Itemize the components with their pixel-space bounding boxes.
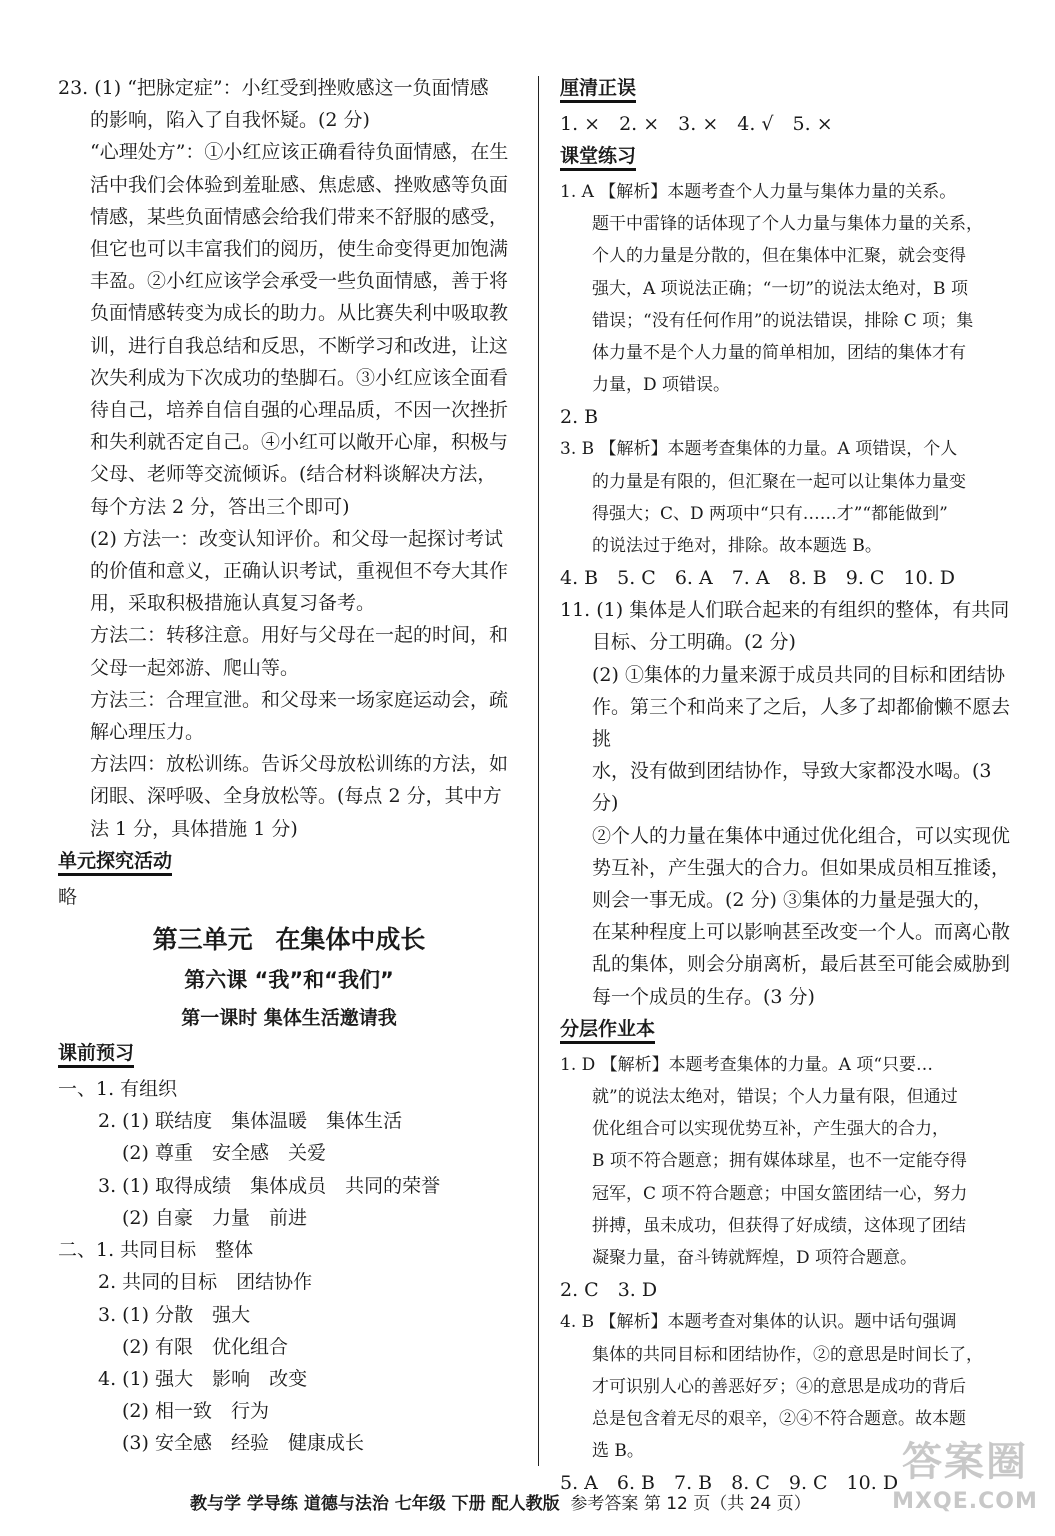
practice-heading: 课堂练习 <box>560 145 636 171</box>
homework-q2-3: 2. C 3. D <box>560 1279 658 1302</box>
q23-line: 情感，某些负面情感会给我们带来不舒服的感受， <box>90 205 509 228</box>
homework-q1-line: 1. D 【解析】本题考查集体的力量。A 项“只要… <box>560 1054 934 1075</box>
unit-activity-heading: 单元探究活动 <box>58 850 172 876</box>
preview-line: (2) 自豪 力量 前进 <box>122 1206 307 1229</box>
practice-q1-line: 题干中雷锋的话体现了个人力量与集体力量的关系， <box>592 214 983 235</box>
page-footer <box>190 1489 811 1514</box>
q23-line: 和失利就否定自己。④小红可以敞开心扉，积极与 <box>90 431 509 454</box>
practice-q1-line: 1. A 【解析】本题考查个人力量与集体力量的关系。 <box>560 182 957 202</box>
preview-line: (2) 有限 优化组合 <box>122 1335 288 1358</box>
q23-line: 方法四：放松训练。告诉父母放松训练的方法，如 <box>90 753 509 776</box>
practice-q4-10: 4. B 5. C 6. A 7. A 8. B 9. C 10. D <box>560 567 955 590</box>
homework-q1-line: 优化组合可以实现优势互补，产生强大的合力， <box>592 1119 949 1140</box>
unit-title: 第三单元 在集体中成长 <box>152 925 426 955</box>
practice-q11-line: 在某种程度上可以影响甚至改变一个人。而离心散 <box>592 921 1011 944</box>
q23-line: 次失利成为下次成功的垫脚石。③小红应该全面看 <box>90 366 509 389</box>
q23-line: (2) 方法一：改变认知评价。和父母一起探讨考试 <box>90 527 503 550</box>
practice-q1-line: 体力量不是个人力量的简单相加，团结的集体才有 <box>592 343 966 364</box>
q23-line: 解心理压力。 <box>90 721 205 744</box>
unit-activity-text: 略 <box>58 885 78 908</box>
practice-q11-line: 目标、分工明确。(2 分) <box>592 631 796 654</box>
preview-line: 3. (1) 取得成绩 集体成员 共同的荣誉 <box>98 1174 441 1197</box>
clarify-answers: 1. × 2. × 3. × 4. √ 5. × <box>560 113 833 135</box>
practice-q1-line: 强大，A 项说法正确；“一切”的说法太绝对，B 项 <box>592 278 968 299</box>
q23-line: 用，采取积极措施认真复习备考。 <box>90 592 376 615</box>
practice-q3 <box>560 433 1020 562</box>
preview-line: 2. 共同的目标 团结协作 <box>98 1271 313 1294</box>
practice-q2: 2. B <box>560 406 599 429</box>
homework-q1-line: 拼搏，虽未成功，但获得了好成绩，这体现了团结 <box>592 1215 966 1236</box>
lesson-title: 第六课 “我”和“我们” <box>184 968 394 993</box>
footer-answer: 参考答案 <box>570 1494 639 1514</box>
watermark-text: 答案圈 <box>902 1439 1028 1485</box>
preview-line: (2) 尊重 安全感 关爱 <box>122 1142 326 1165</box>
q23-line: 的影响，陷入了自我怀疑。(2 分) <box>90 109 370 132</box>
preview-line: 3. (1) 分散 强大 <box>98 1303 251 1326</box>
homework-q1 <box>560 1049 1020 1274</box>
preview-list <box>58 1073 520 1459</box>
preview-line: 一、1. 有组织 <box>58 1078 178 1101</box>
practice-q11-line: 势互补，产生强大的合力。但如果成员相互推诿， <box>592 856 1011 879</box>
q23-line: “心理处方”：①小红应该正确看待负面情感，在生 <box>90 141 509 164</box>
q23-line: 父母一起郊游、爬山等。 <box>90 656 300 679</box>
period-title: 第一课时 集体生活邀请我 <box>181 1007 397 1030</box>
homework-q4-line: 才可识别人心的善恶好歹；④的意思是成功的背后 <box>592 1376 966 1397</box>
homework-q1-line: B 项不符合题意；拥有媒体球星，也不一定能夺得 <box>592 1151 967 1172</box>
homework-q4-line: 总是包含着无尽的艰辛，②④不符合题意。故本题 <box>592 1408 966 1429</box>
practice-q11 <box>560 594 1020 1013</box>
homework-q5-10: 5. A 6. B 7. B 8. C 9. C 10. D <box>560 1472 899 1495</box>
question-23 <box>58 72 520 845</box>
homework-q4-line: 4. B 【解析】本题考查对集体的认识。题中话句强调 <box>560 1312 957 1333</box>
practice-q11-line: 则会一事无成。(2 分) ③集体的力量是强大的， <box>592 889 992 912</box>
practice-q1-line: 力量，D 项错误。 <box>592 375 731 396</box>
preview-line: (2) 相一致 行为 <box>122 1400 269 1423</box>
practice-q3-line: 的说法过于绝对，排除。故本题选 B。 <box>592 536 882 557</box>
practice-q11-line: 乱的集体，则会分崩离析，最后甚至可能会威胁到 <box>592 953 1011 976</box>
practice-q1-line: 个人的力量是分散的，但在集体中汇聚，就会变得 <box>592 246 966 267</box>
practice-q11-line: 水，没有做到团结协作，导致大家都没水喝。(3 分) <box>592 760 992 815</box>
practice-q1-line: 错误；“没有任何作用”的说法错误，排除 C 项；集 <box>592 310 974 331</box>
homework-heading: 分层作业本 <box>560 1018 655 1044</box>
practice-q3-line: 的力量是有限的，但汇聚在一起可以让集体力量变 <box>592 471 966 492</box>
right-column <box>560 72 1020 1499</box>
homework-q1-line: 冠军，C 项不符合题意；中国女篮团结一心，努力 <box>592 1183 968 1204</box>
clarify-heading: 厘清正误 <box>560 77 636 103</box>
preview-line: 二、1. 共同目标 整体 <box>58 1239 254 1262</box>
q23-line: 训，进行自我总结和反思，不断学习和改进，让这 <box>90 334 509 357</box>
practice-q3-line: 得强大；C、D 两项中“只有……才”“都能做到” <box>592 503 948 524</box>
preview-line: 2. (1) 联结度 集体温暖 集体生活 <box>98 1110 403 1133</box>
q23-line: 父母、老师等交流倾诉。(结合材料谈解决方法， <box>90 463 497 486</box>
homework-q1-line: 凝聚力量，奋斗铸就辉煌，D 项符合题意。 <box>592 1248 918 1269</box>
practice-q3-line: 3. B 【解析】本题考查集体的力量。A 项错误，个人 <box>560 439 958 460</box>
watermark-url: MXQE.COM <box>892 1489 1038 1514</box>
watermark-logo <box>890 1436 1040 1526</box>
q23-line: 的价值和意义，正确认识考试，重视但不夸大其作 <box>90 560 509 583</box>
practice-q11-line: 11. (1) 集体是人们联合起来的有组织的整体，有共同 <box>560 599 1010 622</box>
left-column <box>58 72 520 1460</box>
practice-q11-line: (2) ①集体的力量来源于成员共同的目标和团结协 <box>592 663 1005 686</box>
homework-q1-line: 就”的说法太绝对，错误；个人力量有限，但通过 <box>592 1087 958 1108</box>
preview-line: 4. (1) 强大 影响 改变 <box>98 1367 308 1390</box>
homework-q4-line: 集体的共同目标和团结协作，②的意思是时间长了， <box>592 1344 983 1365</box>
practice-q11-line: ②个人的力量在集体中通过优化组合，可以实现优 <box>592 824 1011 847</box>
q23-line: 23. (1) “把脉定症”：小红受到挫败感这一负面情感 <box>58 77 489 99</box>
preview-heading: 课前预习 <box>58 1042 134 1068</box>
q23-line: 待自己，培养自信自强的心理品质，不因一次挫折 <box>90 399 509 422</box>
column-divider <box>538 76 539 1466</box>
practice-q11-line: 每一个成员的生存。(3 分) <box>592 985 815 1008</box>
q23-line: 法 1 分，具体措施 1 分) <box>90 817 298 840</box>
q23-line: 负面情感转变为成长的助力。从比赛失利中吸取教 <box>90 302 509 325</box>
preview-line: (3) 安全感 经验 健康成长 <box>122 1432 364 1455</box>
q23-line: 方法三：合理宣泄。和父母来一场家庭运动会，疏 <box>90 688 509 711</box>
q23-line: 每个方法 2 分，答出三个即可) <box>90 495 350 518</box>
q23-line: 活中我们会体验到羞耻感、焦虑感、挫败感等负面 <box>90 173 509 196</box>
q23-line: 但它也可以丰富我们的阅历，使生命变得更加饱满 <box>90 238 509 261</box>
practice-q1 <box>560 176 1020 401</box>
q23-line: 闭眼、深呼吸、全身放松等。(每点 2 分，其中方 <box>90 785 502 808</box>
practice-q11-line: 作。第三个和尚来了之后，人多了却都偷懒不愿去挑 <box>592 695 1011 751</box>
q23-line: 方法二：转移注意。用好与父母在一起的时间，和 <box>90 624 509 647</box>
q23-line: 丰盈。②小红应该学会承受一些负面情感，善于将 <box>90 270 509 293</box>
homework-q4-line: 选 B。 <box>592 1441 644 1462</box>
footer-page: 第 12 页（共 24 页） <box>643 1494 811 1514</box>
footer-book: 教与学 学导练 道德与法治 七年级 下册 配人教版 <box>190 1494 560 1514</box>
